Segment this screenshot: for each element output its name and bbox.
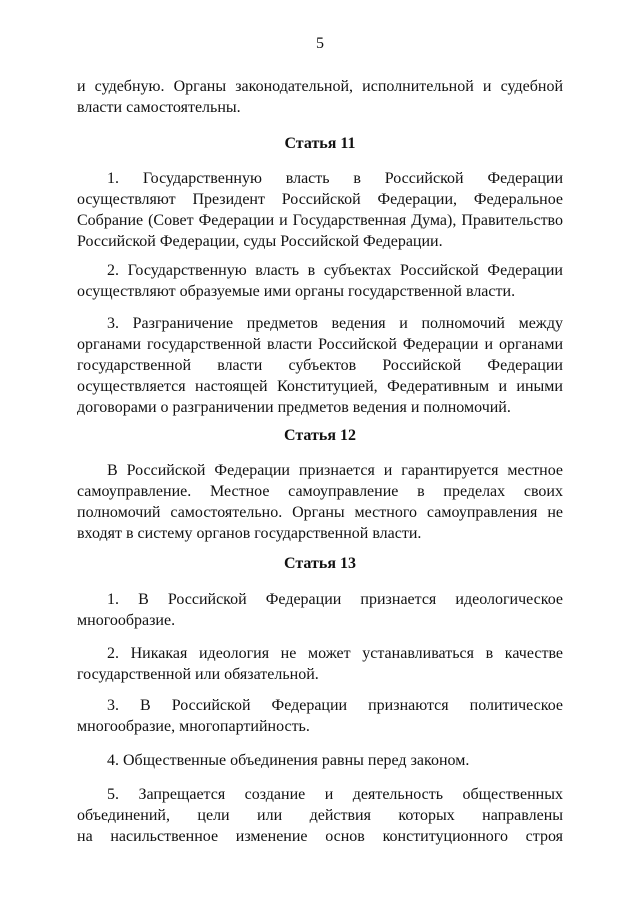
article-13-paragraph-4 <box>77 750 563 771</box>
text-line: самоуправление. Местное самоуправление в пределах своих <box>77 483 563 500</box>
article-13-paragraph-1 <box>77 589 563 631</box>
text-line: входят в систему органов государственной власти. <box>77 525 422 542</box>
text-line: 3. Разграничение предметов ведения и полномочий между <box>107 315 563 332</box>
text-line: государственной власти субъектов Российской Федерации <box>77 357 563 374</box>
article-13-heading: Статья 13 <box>284 555 356 572</box>
text-line: осуществляется настоящей Конституцией, Федеративным и иными <box>77 378 563 395</box>
article-11-heading: Статья 11 <box>284 135 356 152</box>
text-line: осуществляют Президент Российской Федерации, Федеральное <box>77 191 563 208</box>
text-line: объединений, цели или действия которых направлены <box>77 807 563 824</box>
text-line: Собрание (Совет Федерации и Государственная Дума), Правительство <box>77 212 563 229</box>
text-line: договорами о разграничении предметов ведения и полномочий. <box>77 399 511 416</box>
text-line: и судебную. Органы законодательной, исполнительной и судебной <box>77 78 563 95</box>
text-line: 2. Никакая идеология не может устанавливаться в качестве <box>107 645 563 662</box>
text-line: власти самостоятельны. <box>77 99 241 116</box>
text-line: 3. В Российской Федерации признаются политическое <box>107 697 563 714</box>
text-line: 2. Государственную власть в субъектах Российской Федерации <box>107 262 563 279</box>
article-11-paragraph-3 <box>77 313 563 418</box>
text-line: Российской Федерации, суды Российской Федерации. <box>77 233 443 250</box>
article-12-paragraph-1 <box>77 460 563 544</box>
text-line: осуществляют образуемые ими органы государственной власти. <box>77 283 516 300</box>
text-line: органами государственной власти Российской Федерации и органами <box>77 336 563 353</box>
page-number: 5 <box>316 35 324 52</box>
paragraph-intro <box>77 76 563 118</box>
article-11-paragraph-2 <box>77 260 563 302</box>
text-line: В Российской Федерации признается и гарантируется местное <box>107 462 563 479</box>
text-line: 1. В Российской Федерации признается идеологическое <box>107 591 563 608</box>
text-line: государственной или обязательной. <box>77 666 319 683</box>
text-line: полномочий самостоятельно. Органы местного самоуправления не <box>77 504 563 521</box>
text-line: 4. Общественные объединения равны перед законом. <box>107 752 470 769</box>
article-13-paragraph-5 <box>77 784 563 847</box>
text-line: 5. Запрещается создание и деятельность общественных <box>107 786 563 803</box>
text-line: многообразие. <box>77 612 176 629</box>
text-line: 1. Государственную власть в Российской Федерации <box>107 170 563 187</box>
text-line: многообразие, многопартийность. <box>77 718 310 735</box>
article-11-paragraph-1 <box>77 168 563 252</box>
article-13-paragraph-2 <box>77 643 563 685</box>
text-line: на насильственное изменение основ конституционного строя <box>77 828 563 845</box>
article-13-paragraph-3 <box>77 695 563 737</box>
article-12-heading: Статья 12 <box>284 427 356 444</box>
